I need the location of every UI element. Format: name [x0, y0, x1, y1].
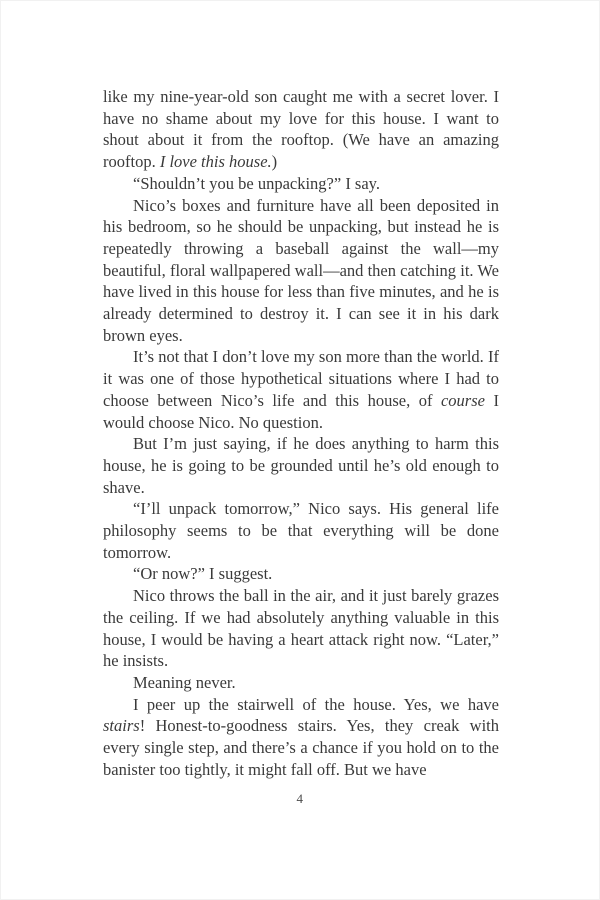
- italic-text: I love this house.: [159, 152, 272, 172]
- paragraph: [103, 433, 499, 498]
- body-text: “I’ll unpack tomorrow,” Nico says. His general life philosophy seems to be that everything will be done tomorrow.: [103, 499, 499, 562]
- body-text: Nico’s boxes and furniture have all been deposited in his bedroom, so he should be unpacking, but instead he is repeatedly throwing a baseball against the wall—my beautiful, floral wallpapered wall—and then catching it. We have lived in this house for less than five minutes, and he is already determined to destroy it. I can see it in his dark brown eyes.: [103, 195, 499, 345]
- paragraph: [103, 346, 499, 433]
- body-text: like my nine-year-old son caught me with a secret lover. I have no shame about my love for this house. I want to shout about it from the rooftop. (We have an amazing rooftop.: [103, 87, 499, 172]
- paragraph: [103, 563, 499, 585]
- body-text: I peer up the stairwell of the house. Yes, we have: [133, 694, 499, 714]
- paragraph: [103, 694, 499, 781]
- italic-text: course: [440, 390, 485, 410]
- body-text: Nico throws the ball in the air, and it just barely grazes the ceiling. If we had absolutely anything valuable in this house, I would be having a heart attack right now. “Later,” he insists.: [103, 586, 499, 671]
- paragraph: [103, 86, 499, 173]
- body-text: “Shouldn’t you be unpacking?” I say.: [133, 173, 380, 193]
- paragraph: [103, 585, 499, 672]
- body-text: “Or now?” I suggest.: [133, 564, 273, 584]
- paragraph: [103, 498, 499, 563]
- italic-text: stairs: [103, 716, 140, 736]
- paragraph: [103, 195, 499, 347]
- body-text: ): [271, 152, 278, 172]
- body-text: It’s not that I don’t love my son more than the world. If it was one of those hypothetical situations where I had to choose between Nico’s life and this house, of: [103, 347, 499, 410]
- paragraph: [103, 672, 499, 694]
- paragraph: [103, 173, 499, 195]
- body-text: Meaning never.: [133, 672, 236, 692]
- body-text: ! Honest-to-goodness stairs. Yes, they creak with every single step, and there’s a chance if you hold on to the banister too tightly, it might fall off. But we have: [103, 716, 499, 779]
- body-text: I would choose Nico. No question.: [103, 390, 499, 432]
- page-number: 4: [296, 791, 304, 806]
- body-text: But I’m just saying, if he does anything to harm this house, he is going to be grounded until he’s old enough to shave.: [103, 434, 499, 497]
- page-text: [103, 86, 499, 781]
